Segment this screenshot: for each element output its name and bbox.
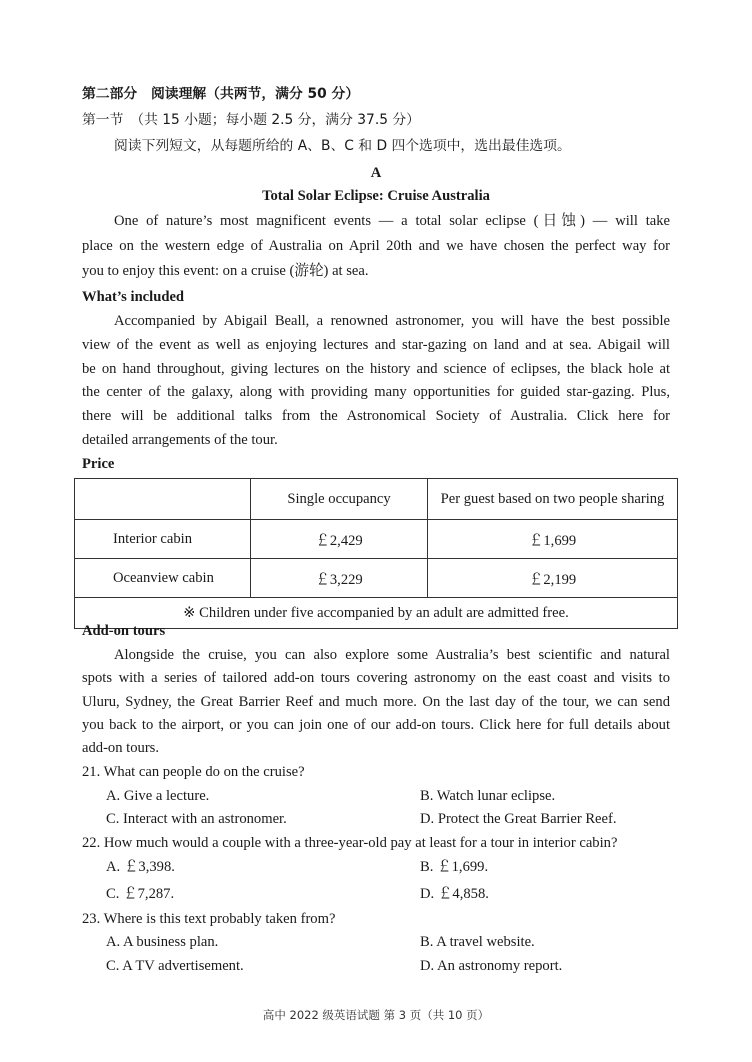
section-header: 第二部分 阅读理解（共两节，满分 50 分） (82, 86, 360, 102)
addon-line: spots with a series of tailored add-on tours covering astronomy on the east coast and visits to (82, 670, 670, 686)
passage-title: Total Solar Eclipse: Cruise Australia (262, 188, 490, 204)
included-line: Accompanied by Abigail Beall, a renowned astronomer, you will have the best possible (114, 313, 670, 329)
option-21-c: C. Interact with an astronomer. (106, 811, 287, 827)
included-line: be on hand throughout, giving lectures on the history and science of eclipses, the black hole at (82, 361, 670, 377)
cabin-type-cell: Interior cabin (75, 520, 251, 559)
price-table-header-row (75, 479, 678, 520)
intro-line: place on the western edge of Australia on April 20th and we have chosen the perfect way for (82, 238, 670, 254)
table-row (75, 559, 678, 598)
addon-line: Alongside the cruise, you can also explore some Australia’s best scientific and natural (114, 647, 670, 663)
cabin-type-cell: Oceanview cabin (75, 559, 251, 598)
option-22-c: C. ￡7,287. (106, 886, 175, 902)
question-21: 21. What can people do on the cruise? (82, 764, 305, 780)
intro-line: One of nature’s most magnificent events — a total solar eclipse (日蚀) — will take (114, 213, 670, 229)
option-23-a: A. A business plan. (106, 934, 219, 950)
addon-heading: Add-on tours (82, 623, 166, 639)
single-price-cell: ￡3,229 (251, 559, 428, 598)
instructions: 阅读下列短文，从每题所给的 A、B、C 和 D 四个选项中，选出最佳选项。 (114, 138, 571, 154)
option-21-a: A. Give a lecture. (106, 788, 210, 804)
addon-line: Uluru, Sydney, the Great Barrier Reef and much more. On the last day of the tour, we can send (82, 694, 670, 710)
included-line: detailed arrangements of the tour. (82, 432, 278, 448)
table-note: ※ Children under five accompanied by an adult are admitted free. (75, 598, 678, 629)
shared-price-cell: ￡1,699 (428, 520, 678, 559)
option-21-b: B. Watch lunar eclipse. (420, 788, 556, 804)
included-heading: What’s included (82, 289, 185, 305)
option-22-a: A. ￡3,398. (106, 859, 175, 875)
table-header-cell (75, 479, 251, 520)
option-23-d: D. An astronomy report. (420, 958, 563, 974)
included-line: there will be additional talks from the Astronomical Society of Australia. Click here for (82, 408, 670, 424)
addon-line: add-on tours. (82, 740, 160, 756)
included-line: the center of the galaxy, along with providing many opportunities for guided star-gazing. Plus, (82, 384, 670, 400)
subsection-header: 第一节 （共 15 小题；每小题 2.5 分，满分 37.5 分） (82, 112, 420, 128)
price-heading: Price (82, 456, 115, 472)
shared-price-cell: ￡2,199 (428, 559, 678, 598)
option-21-d: D. Protect the Great Barrier Reef. (420, 811, 617, 827)
table-header-cell: Single occupancy (251, 479, 428, 520)
passage-letter: A (370, 165, 382, 181)
price-table (74, 478, 678, 629)
question-23: 23. Where is this text probably taken from? (82, 911, 336, 927)
option-23-c: C. A TV advertisement. (106, 958, 244, 974)
intro-line: you to enjoy this event: on a cruise (游轮) at sea. (82, 263, 369, 279)
table-header-cell: Per guest based on two people sharing (428, 479, 678, 520)
option-22-d: D. ￡4,858. (420, 886, 489, 902)
option-23-b: B. A travel website. (420, 934, 535, 950)
question-22: 22. How much would a couple with a three-year-old pay at least for a tour in interior cabin? (82, 835, 618, 851)
option-22-b: B. ￡1,699. (420, 859, 489, 875)
included-line: view of the event as well as enjoying lectures and star-gazing on land and at sea. Abigail will (82, 337, 670, 353)
page-footer: 高中 2022 级英语试题 第 3 页（共 10 页） (262, 1008, 490, 1022)
addon-line: you back to the airport, or you can join one of our add-on tours. Click here for full details about (82, 717, 670, 733)
single-price-cell: ￡2,429 (251, 520, 428, 559)
table-row (75, 520, 678, 559)
